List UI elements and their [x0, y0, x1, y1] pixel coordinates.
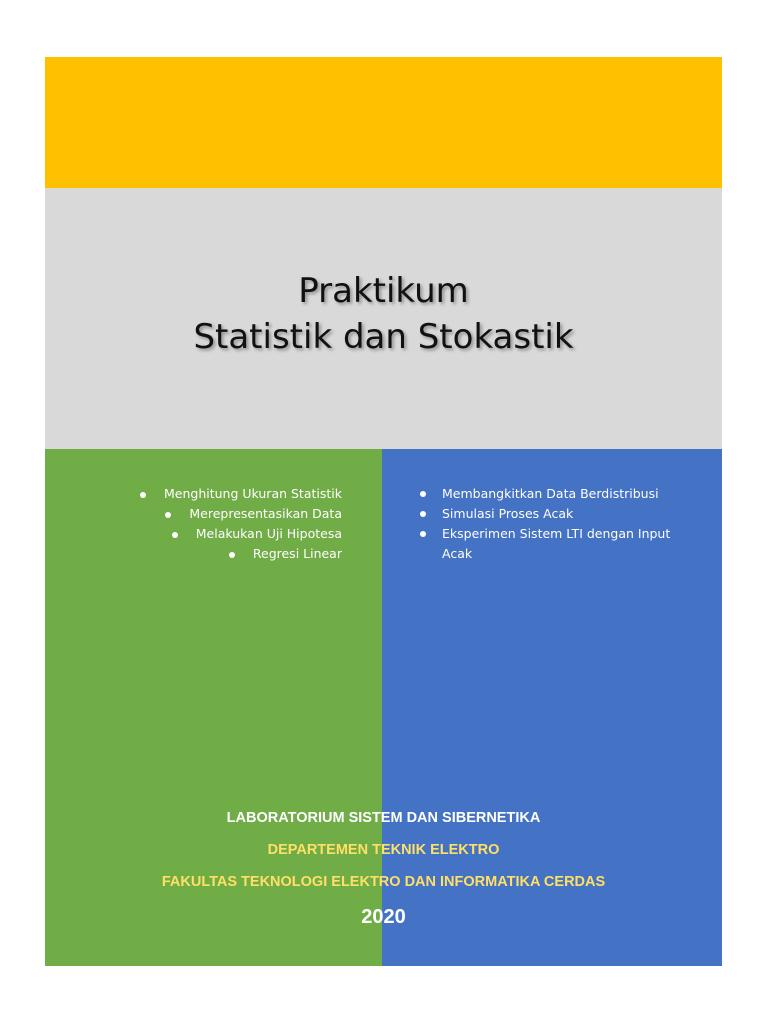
- list-item: Regresi Linear: [140, 544, 342, 564]
- list-item: Melakukan Uji Hipotesa: [140, 524, 342, 544]
- top-color-band: [45, 57, 722, 188]
- list-item: Simulasi Proses Acak: [442, 504, 702, 524]
- bullet-icon: [229, 552, 235, 558]
- faculty-name: FAKULTAS TEKNOLOGI ELEKTRO DAN INFORMATIKA CERDAS: [161, 874, 606, 890]
- left-topic-list: [140, 484, 342, 564]
- department-name: DEPARTEMEN TEKNIK ELEKTRO: [267, 842, 500, 858]
- bullet-icon: [420, 491, 426, 497]
- list-item: Eksperimen Sistem LTI dengan Input Acak: [442, 524, 702, 564]
- bullet-icon: [140, 492, 146, 498]
- list-item: Merepresentasikan Data: [140, 504, 342, 524]
- bullet-icon: [420, 531, 426, 537]
- title-band: [45, 188, 722, 449]
- bullet-icon: [420, 511, 426, 517]
- list-item: Menghitung Ukuran Statistik: [140, 484, 342, 504]
- bullet-icon: [165, 512, 171, 518]
- laboratory-name: LABORATORIUM SISTEM DAN SIBERNETIKA: [226, 810, 541, 826]
- cover-title: [45, 268, 722, 360]
- list-item: Membangkitkan Data Berdistribusi: [442, 484, 702, 504]
- cover-footer: [45, 809, 722, 929]
- right-topic-list: [442, 484, 702, 564]
- title-line-2: Statistik dan Stokastik: [193, 317, 574, 357]
- bullet-icon: [172, 532, 178, 538]
- publication-year: 2020: [361, 906, 406, 928]
- title-line-1: Praktikum: [298, 271, 469, 311]
- cover-page: [45, 57, 722, 966]
